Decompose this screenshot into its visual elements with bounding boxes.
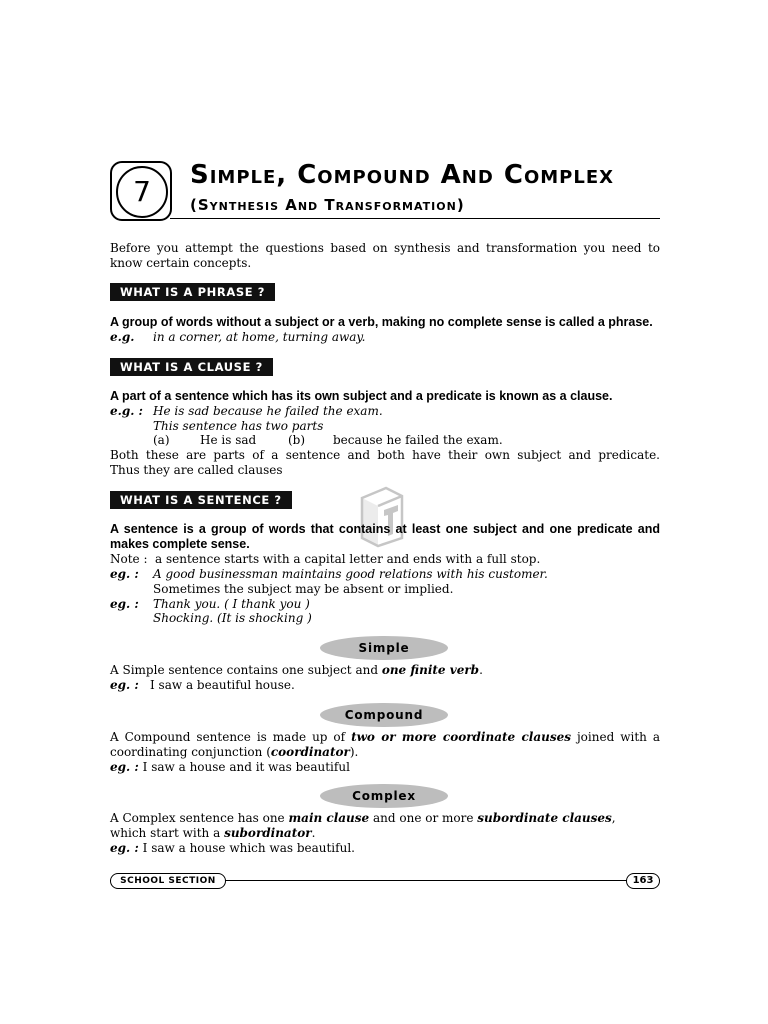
sentence-definition-1: A sentence is a group of words that contains at least one subject and one predicate and: [110, 522, 660, 536]
compound-eg-text: I saw a house and it was beautiful: [142, 760, 350, 774]
complex-text-emphasis-2: subordinate clauses: [477, 811, 612, 825]
sentence-eg2-text: Thank you. ( I thank you ): [153, 597, 310, 611]
note-text: a sentence starts with a capital letter and ends with a full stop.: [155, 552, 541, 566]
complex-eg-label: eg. :: [110, 841, 139, 855]
simple-heading: Simple: [320, 636, 448, 660]
sentence-note: [110, 552, 660, 567]
sentence-heading: WHAT IS A SENTENCE ?: [110, 491, 292, 509]
compound-text: [110, 730, 660, 745]
compound-heading: Compound: [320, 703, 448, 727]
sentence-example-2: [110, 597, 660, 612]
simple-eg-text: I saw a beautiful house.: [150, 678, 295, 692]
clause-eg-text: He is sad because he failed the exam.: [153, 404, 383, 418]
complex-text-emphasis-1: main clause: [288, 811, 370, 825]
simple-text: [110, 663, 660, 678]
chapter-subtitle: (Synthesis And Transformation): [190, 196, 465, 214]
sentence-eg1-note: Sometimes the subject may be absent or implied.: [153, 582, 454, 596]
complex-eg-text: I saw a house which was beautiful.: [142, 841, 355, 855]
sentence-eg2-text2: Shocking. (It is shocking ): [153, 611, 312, 625]
part-a-text: He is sad: [200, 433, 257, 447]
complex-heading: Complex: [320, 784, 448, 808]
part-a-label: (a): [153, 433, 170, 447]
clause-eg-label: e.g. :: [110, 404, 143, 418]
compound-line2-emphasis: coordinator: [270, 745, 350, 759]
complex-text-a: A Complex sentence has one: [110, 811, 289, 825]
phrase-example: [110, 330, 660, 345]
complex-text-e: ,: [611, 811, 616, 825]
note-label: Note :: [110, 552, 148, 566]
complex-text-c: and one or more: [369, 811, 478, 825]
complex-line2-a: which start with a: [110, 826, 225, 840]
compound-text-line-2: [110, 745, 660, 760]
clause-parts-text: This sentence has two parts: [153, 419, 324, 433]
chapter-number: 7: [116, 166, 168, 218]
phrase-eg-label: e.g.: [110, 330, 135, 344]
simple-text-c: .: [479, 663, 483, 677]
clause-example: [110, 404, 660, 419]
compound-example: [110, 760, 660, 775]
page-number: 163: [626, 873, 660, 889]
intro-line-1: Before you attempt the questions based on synthesis and transformation you need to: [110, 241, 660, 255]
complex-example: [110, 841, 660, 856]
clause-conclusion-1: Both these are parts of a sentence and both have their own subject and predicate.: [110, 448, 660, 462]
part-b-label: (b): [288, 433, 306, 447]
title-divider: [170, 218, 660, 219]
compound-text-emphasis: two or more coordinate clauses: [351, 730, 571, 744]
clause-conclusion-2: Thus they are called clauses: [110, 463, 283, 477]
phrase-definition: A group of words without a subject or a verb, making no complete sense is called a phrase.: [110, 315, 653, 329]
compound-line2-a: coordinating conjunction (: [110, 745, 271, 759]
complex-line2-c: .: [311, 826, 316, 840]
compound-line2-c: ).: [349, 745, 359, 759]
intro-line-2: know certain concepts.: [110, 256, 252, 270]
compound-text-a: A Compound sentence is made up of: [110, 730, 352, 744]
complex-text: [110, 811, 660, 826]
phrase-heading: WHAT IS A PHRASE ?: [110, 283, 275, 301]
chapter-number-badge: [110, 161, 172, 221]
clause-definition: A part of a sentence which has its own subject and a predicate is known as a clause.: [110, 389, 613, 403]
chapter-title: Simple, Compound And Complex: [190, 160, 614, 190]
sentence-definition-2: makes complete sense.: [110, 537, 250, 551]
sentence-eg2-label: eg. :: [110, 597, 139, 611]
sentence-example-1: [110, 567, 660, 582]
part-b-text: because he failed the exam.: [333, 433, 503, 447]
simple-eg-label: eg. :: [110, 678, 139, 692]
sentence-eg1-label: eg. :: [110, 567, 139, 581]
simple-example: [110, 678, 660, 693]
compound-text-c: joined with a: [571, 730, 660, 744]
footer-section-label: SCHOOL SECTION: [110, 873, 226, 889]
simple-text-a: A Simple sentence contains one subject and: [110, 663, 382, 677]
sentence-eg1-text: A good businessman maintains good relations with his customer.: [153, 567, 548, 581]
simple-text-emphasis: one finite verb: [381, 663, 480, 677]
clause-heading: WHAT IS A CLAUSE ?: [110, 358, 273, 376]
phrase-eg-text: in a corner, at home, turning away.: [153, 330, 366, 344]
publisher-logo-watermark: [356, 484, 408, 548]
compound-eg-label: eg. :: [110, 760, 139, 774]
complex-line2-emphasis: subordinator: [224, 826, 312, 840]
complex-text-line-2: [110, 826, 660, 841]
